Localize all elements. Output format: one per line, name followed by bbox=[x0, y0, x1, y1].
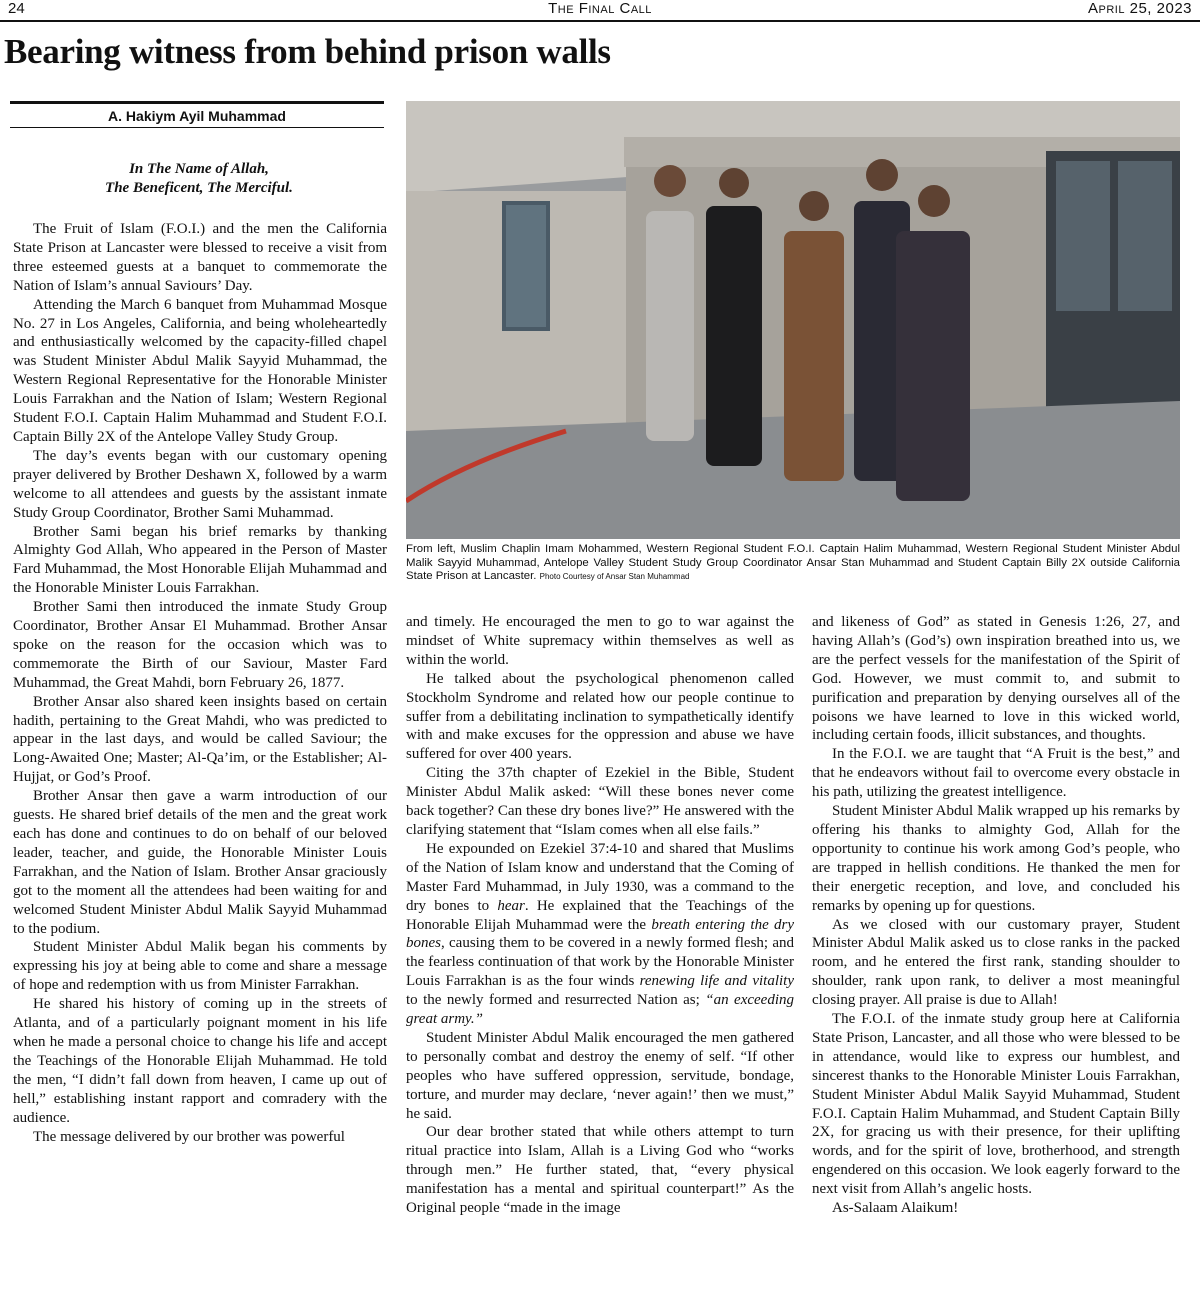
caption-text: From left, Muslim Chaplin Imam Mohammed, Western Regional Student F.O.I. Captain Halim Muhammad, Western Regional Student Minister Abdul Malik Sayyid Muhammad, Antelope Valley Student Study Group Coordinator Ansar Stan Muhammad and Student Captain Billy 2X outside California State Prison at Lancaster. bbox=[406, 543, 1180, 583]
emphasis: breath entering the dry bones bbox=[406, 916, 795, 952]
paragraph: The day’s events began with our customary opening prayer delivered by Brother Deshawn X, followed by a warm welcome to all attendees and guests by the assistant inmate Study Group Coordinator, Brother Sami Muhammad. bbox=[13, 447, 387, 521]
paragraph: and timely. He encouraged the men to go to war against the mindset of White supremacy within themselves as well as within the world. bbox=[406, 614, 794, 668]
emphasis: “an exceeding great army.” bbox=[406, 992, 794, 1028]
paragraph: The F.O.I. of the inmate study group here at California State Prison, Lancaster, and all those who were blessed to be in attendance, would like to express our humblest, and sincerest thanks to the Honorable Minister Louis Farrakhan, Student Minister Abdul Malik Sayyid Muhammad, Student F.O.I. Captain Halim Muhammad, and Student Captain Billy 2X, for gracing us with their presence, for their uplifting words, and for the spirit of love, brotherhood, and strength engendered on this occasion. We look eagerly forward to the next visit from Allah’s angelic hosts. bbox=[812, 1011, 1180, 1198]
emphasis: hear bbox=[497, 897, 525, 914]
paragraph: Student Minister Abdul Malik encouraged the men gathered to personally combat and destroy the enemy of self. “If other peoples who have suffered oppression, servitude, bondage, torture, and murder may declare, ‘never again!’ then we must,” he said. bbox=[406, 1029, 794, 1122]
photo-credit: Photo Courtesy of Ansar Stan Muhammad bbox=[539, 572, 690, 582]
paragraph bbox=[406, 840, 794, 1029]
paragraph: and likeness of God” as stated in Genesis 1:26, 27, and having Allah’s (God’s) own inspiration breathed into us, we are the perfect vessels for the manifestation of the Spirit of God. However, we must commit to, and submit to purification and preparation by denying ourselves all of the poisons we have learned to love in this wicked world, including certain foods, illicit substances, and thoughts. bbox=[812, 614, 1180, 744]
text-run: He expounded on Ezekiel 37:4-10 and shared that Muslims of the Nation of Islam know and understand that the Coming of Master Fard Muhammad, in July 1930, was a command to the dry bones to bbox=[406, 840, 794, 914]
article-photo bbox=[406, 101, 1180, 539]
paragraph: The message delivered by our brother was powerful bbox=[33, 1128, 345, 1145]
invocation-line-2: The Beneficent, The Merciful. bbox=[105, 180, 293, 196]
text-run: to the newly formed and resurrected Nation as; bbox=[406, 992, 706, 1009]
photo-caption bbox=[406, 543, 1180, 584]
paragraph: Our dear brother stated that while others attempt to turn ritual practice into Islam, Allah is a Living God who “works through men.” He further stated, that, “every physical manifestation has a mental and spiritual counterpart!” As the Original people “made in the image bbox=[406, 1124, 794, 1217]
paragraph: He talked about the psychological phenomenon called Stockholm Syndrome and related how our people continue to suffer from a debilitating inclination to sympathetically identify with and make excuses for the oppression and abuse we have suffered for over 400 years. bbox=[406, 670, 794, 763]
paragraph: The Fruit of Islam (F.O.I.) and the men the California State Prison at Lancaster were blessed to receive a visit from three esteemed guests at a banquet to commemorate the Nation of Islam’s annual Saviours’ Day. bbox=[13, 221, 387, 294]
group-photo-illustration bbox=[406, 101, 1180, 539]
headline: Bearing witness from behind prison walls bbox=[4, 32, 611, 71]
page-folio bbox=[0, 0, 1200, 22]
paragraph: Brother Ansar then gave a warm introduction of our guests. He shared brief details of the men and the great work each has done and continues to do on behalf of our beloved leader, teacher, and guide, the Honorable Minister Louis Farrakhan, and the Nation of Islam. Brother Ansar graciously got to the moment all the attendees had been waiting for and welcomed Student Minister Abdul Malik Sayyid Muhammad to the podium. bbox=[13, 788, 387, 937]
paragraph: Brother Ansar also shared keen insights based on certain hadith, pertaining to the Great Mahdi, who was predicted to appear in the last days, and would be called Saviour; the Long-Awaited One; Master; Al-Qa’im, or the Establisher; Al-Hujjat, or God’s Proof. bbox=[13, 693, 387, 786]
paragraph: Brother Sami began his brief remarks by thanking Almighty God Allah, Who appeared in the Person of Master Fard Muhammad, the Most Honorable Elijah Muhammad and the Honorable Minister Louis Farrakhan. bbox=[13, 523, 387, 597]
invocation bbox=[12, 160, 386, 198]
paragraph: Student Minister Abdul Malik began his comments by expressing his joy at being able to come and share a message of hope and redemption with us from Minister Farrakhan. bbox=[13, 939, 387, 994]
paragraph: Brother Sami then introduced the inmate Study Group Coordinator, Brother Ansar El Muhammad. Brother Ansar spoke on the reason for the occasion which was to commemorate the Birth of our Saviour, Master Fard Muhammad, the Great Mahdi, born February 26, 1877. bbox=[13, 599, 387, 691]
article-column-3 bbox=[812, 613, 1180, 1218]
article-column-2 bbox=[406, 613, 794, 1218]
text-run: . He explained that the Teachings of the Honorable Elijah Muhammad were the bbox=[406, 897, 794, 933]
byline: A. Hakiym Ayil Muhammad bbox=[10, 101, 384, 128]
emphasis: renewing life and vitality bbox=[639, 973, 794, 990]
article-column-1 bbox=[13, 220, 387, 1146]
paragraph: In the F.O.I. we are taught that “A Fruit is the best,” and that he endeavors without fail to overcome every obstacle in his path, utilizing the greatest intelligence. bbox=[812, 746, 1180, 801]
paragraph: As we closed with our customary prayer, Student Minister Abdul Malik asked us to close ranks in the packed room, and he entered the first rank, standing shoulder to shoulder, rank upon rank, to deliver a most meaningful closing prayer. All praise is due to Allah! bbox=[812, 916, 1180, 1009]
page-number: 24 bbox=[8, 0, 25, 17]
invocation-line-1: In The Name of Allah, bbox=[129, 161, 269, 177]
issue-date: April 25, 2023 bbox=[1087, 0, 1192, 17]
paragraph: Citing the 37th chapter of Ezekiel in the Bible, Student Minister Abdul Malik asked: “Will these bones never come back together? Can these dry bones live?” He answered with the clarifying statement that “Islam comes when all else fails.” bbox=[406, 765, 794, 838]
paragraph: Student Minister Abdul Malik wrapped up his remarks by offering his thanks to almighty God, Allah for the opportunity to continue his work among God’s people, who are trapped in hellish conditions. He thanked the men for their energetic reception, and love, and concluded his remarks by opening up for questions. bbox=[812, 803, 1180, 914]
paragraph: He shared his history of coming up in the streets of Atlanta, and of a particularly poignant moment in his life when he made a personal choice to change his life and accept the Teachings of the Honorable Elijah Muhammad. He told the men, “I didn’t fall down from heaven, I came up out of hell,” establishing instant rapport and comradery with the audience. bbox=[13, 996, 387, 1126]
paragraph: As-Salaam Alaikum! bbox=[832, 1200, 959, 1217]
text-run: , causing them to be covered in a newly formed flesh; and the fearless continuation of that work by the Honorable Minister Louis Farrakhan is as the four winds bbox=[406, 935, 794, 990]
publication-name: The Final Call bbox=[548, 0, 652, 17]
paragraph: Attending the March 6 banquet from Muhammad Mosque No. 27 in Los Angeles, California, and being wholeheartedly and enthusiastically welcomed by the capacity-filled chapel was Student Minister Abdul Malik Sayyid Muhammad, the Western Regional Representative for the Honorable Minister Louis Farrakhan and the Nation of Islam; Western Regional Student F.O.I. Captain Halim Muhammad and Student F.O.I. Captain Billy 2X of the Antelope Valley Study Group. bbox=[13, 296, 387, 445]
